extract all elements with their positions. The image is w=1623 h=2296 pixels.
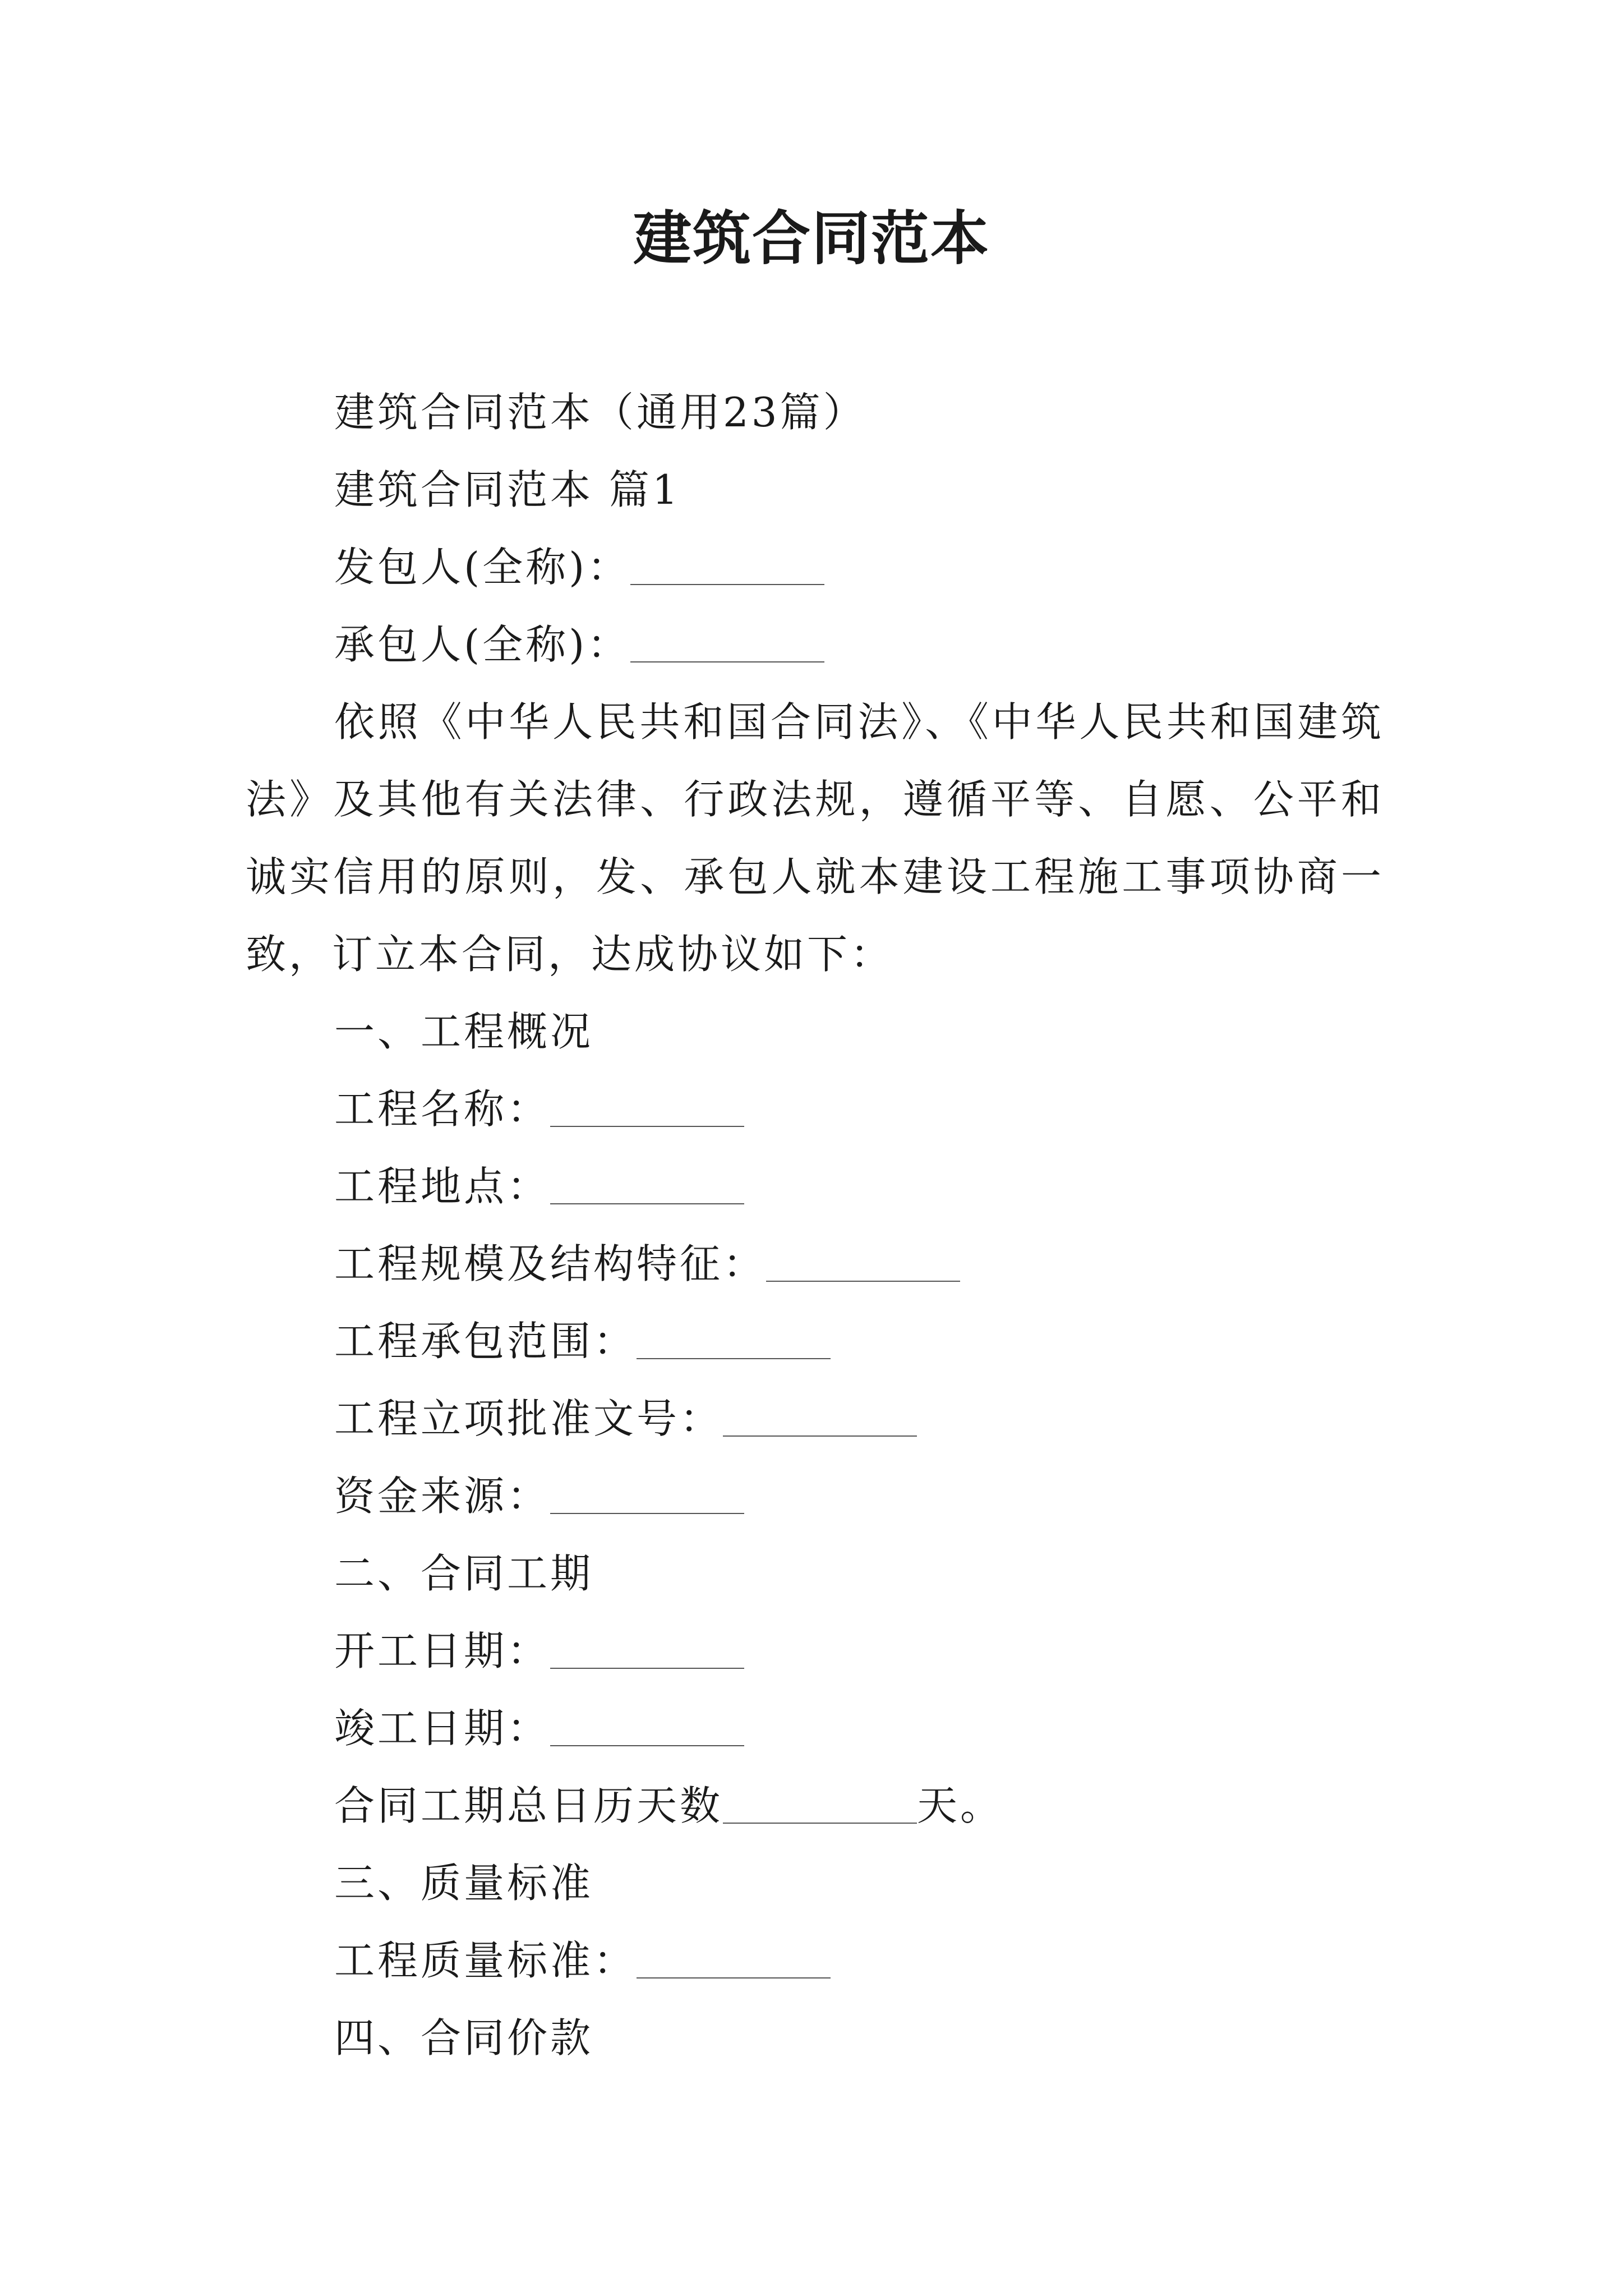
quality-standard-blank: [637, 1977, 831, 1978]
project-name-blank: [550, 1126, 744, 1127]
project-location-blank: [550, 1203, 744, 1204]
contractor-blank: [630, 661, 824, 662]
completion-date-line: [246, 1690, 1384, 1767]
quality-standard-label: 工程质量标准：: [334, 1937, 637, 1984]
project-name-label: 工程名称：: [334, 1085, 551, 1133]
start-date-blank: [550, 1668, 744, 1669]
project-scope-line: [246, 1303, 1384, 1380]
duration-blank: [723, 1823, 917, 1824]
project-approval-label: 工程立项批准文号：: [334, 1395, 723, 1442]
project-approval-line: [246, 1380, 1384, 1457]
project-location-label: 工程地点：: [334, 1163, 551, 1210]
contractor-label: 承包人(全称)：: [334, 621, 631, 668]
employer-line: [246, 528, 1384, 606]
section2-heading: 二、合同工期: [334, 1550, 594, 1597]
section1-heading: 一、工程概况: [334, 1008, 594, 1055]
section4-heading: 四、合同价款: [334, 2014, 594, 2062]
duration-line: [246, 1767, 1384, 1844]
duration-prefix: 合同工期总日历天数: [334, 1782, 723, 1829]
project-scale-blank: [766, 1281, 960, 1282]
project-approval-blank: [723, 1435, 917, 1437]
section3-heading: 三、质量标准: [334, 1860, 594, 1907]
project-scope-label: 工程承包范围：: [334, 1318, 637, 1365]
funding-source-label: 资金来源：: [334, 1473, 551, 1520]
funding-source-blank: [550, 1513, 744, 1514]
project-name-line: [246, 1070, 1384, 1148]
duration-suffix: 天。: [917, 1782, 1004, 1829]
project-scale-label: 工程规模及结构特征：: [334, 1240, 767, 1287]
start-date-line: [246, 1612, 1384, 1690]
start-date-label: 开工日期：: [334, 1627, 551, 1674]
completion-date-label: 竣工日期：: [334, 1705, 551, 1752]
section-heading: 建筑合同范本 篇1: [334, 466, 681, 513]
project-location-line: [246, 1148, 1384, 1225]
employer-blank: [630, 584, 824, 585]
preamble-paragraph: 依照《中华人民共和国合同法》、《中华人民共和国建筑法》及其他有关法律、行政法规，遵循平等、自愿、公平和诚实信用的原则，发、承包人就本建设工程施工事项协商一致，订立本合同，达成协议如下：: [246, 698, 1384, 978]
employer-label: 发包人(全称)：: [334, 544, 631, 591]
document-title: 建筑合同范本: [633, 204, 990, 273]
document-subtitle: 建筑合同范本（通用23篇）: [334, 389, 866, 436]
document-body: [246, 374, 1384, 2077]
quality-standard-line: [246, 1922, 1384, 1999]
project-scope-blank: [637, 1358, 831, 1359]
project-scale-line: [246, 1225, 1384, 1303]
funding-source-line: [246, 1457, 1384, 1535]
completion-date-blank: [550, 1745, 744, 1746]
contractor-line: [246, 606, 1384, 683]
